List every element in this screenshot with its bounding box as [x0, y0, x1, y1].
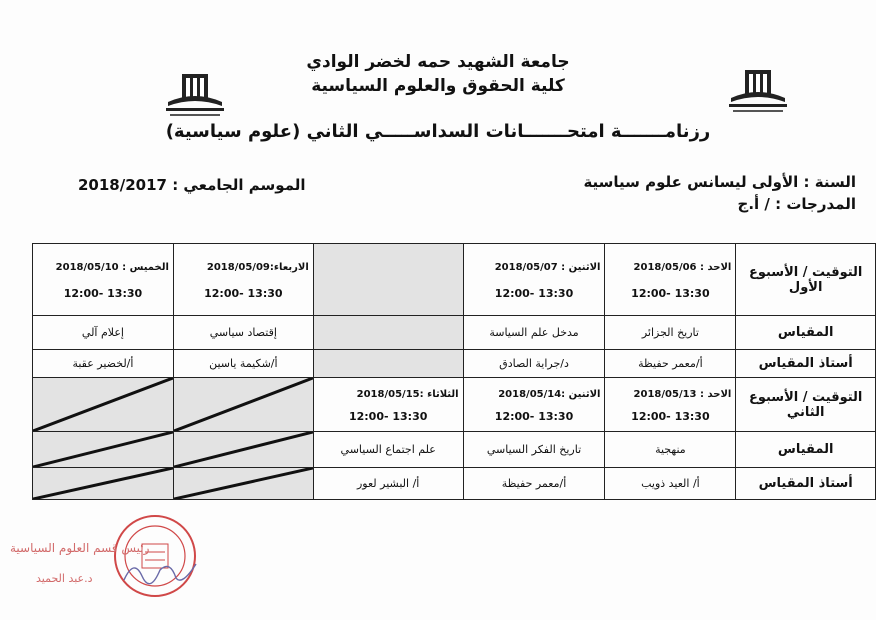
subject-cell: إعلام آلي — [33, 316, 174, 350]
exam-schedule-table — [32, 243, 876, 500]
subject-cell: تاريخ الفكر السياسي — [463, 432, 605, 468]
week2-label: التوقيت / الأسبوع الثاني — [736, 378, 876, 432]
department-head-title: رئيس قسم العلوم السياسية — [10, 541, 150, 555]
document-title: رزنامـــــــة امتحـــــــانات السداســـــي الثاني (علوم سياسية) — [165, 121, 711, 142]
professor-label: أستاذ المقياس — [736, 468, 876, 500]
department-head-name: د.عبد الحميد — [36, 572, 93, 585]
day-date: 2018/05/09 — [206, 262, 270, 273]
day-date: 2018/05/14 — [498, 389, 562, 400]
exam-time: 12:00- 13:30 — [494, 287, 574, 300]
week1-day-thursday — [33, 244, 174, 316]
professor-cell: أ/شكيمة ياسين — [173, 350, 313, 378]
crossed-out-cell — [173, 432, 313, 468]
exam-time: 12:00- 13:30 — [631, 287, 710, 300]
day-date: 2018/05/15 — [356, 389, 420, 400]
professor-cell-empty — [313, 350, 463, 378]
subject-cell: علم اجتماع السياسي — [313, 432, 463, 468]
day-name: الاحد : — [700, 389, 732, 400]
lecture-halls: المدرجات : / أ.ج — [737, 195, 856, 213]
day-date: 2018/05/07 — [494, 262, 558, 273]
subject-label: المقياس — [736, 432, 876, 468]
study-year: السنة : الأولى ليسانس علوم سياسية — [583, 173, 856, 191]
exam-time: 12:00- 13:30 — [494, 410, 574, 423]
day-date: 2018/05/06 — [633, 262, 697, 273]
crossed-out-cell — [33, 378, 174, 432]
week2-day-monday — [463, 378, 605, 432]
day-name: الاثنين : — [561, 262, 601, 273]
exam-time: 12:00- 13:30 — [204, 287, 283, 300]
subject-cell: إقتصاد سياسي — [173, 316, 313, 350]
faculty-name: كلية الحقوق والعلوم السياسية — [311, 76, 565, 96]
exam-time: 12:00- 13:30 — [348, 410, 428, 423]
week1-day-sunday — [605, 244, 736, 316]
week2-time-row — [33, 378, 876, 432]
day-name: الثلاثاء : — [419, 389, 459, 400]
professor-cell: أ/معمر حفيظة — [463, 468, 605, 500]
week1-day-wednesday — [173, 244, 313, 316]
exam-time: 12:00- 13:30 — [631, 410, 710, 423]
day-name: الاثنين : — [561, 389, 601, 400]
academic-season: الموسم الجامعي : 2018/2017 — [78, 176, 306, 194]
week2-day-sunday — [605, 378, 736, 432]
day-date: 2018/05/13 — [633, 389, 697, 400]
subject-cell: تاريخ الجزائر — [605, 316, 736, 350]
crossed-out-cell — [173, 468, 313, 500]
week2-professor-row — [33, 468, 876, 500]
week2-day-tuesday — [313, 378, 463, 432]
professor-label: أستاذ المقياس — [736, 350, 876, 378]
day-name: الاحد : — [700, 262, 732, 273]
subject-cell: منهجية — [605, 432, 736, 468]
week1-label: التوقيت / الأسبوع الأول — [736, 244, 876, 316]
professor-cell: أ/لخضير عقبة — [33, 350, 174, 378]
week1-professor-row — [33, 350, 876, 378]
professor-cell: د/جراية الصادق — [463, 350, 605, 378]
week1-day-monday — [463, 244, 605, 316]
week2-subject-row — [33, 432, 876, 468]
subject-cell-empty — [313, 316, 463, 350]
day-date: 2018/05/10 — [55, 262, 119, 273]
week1-day-empty — [313, 244, 463, 316]
professor-cell: أ/ العيد ذويب — [605, 468, 736, 500]
crossed-out-cell — [33, 468, 174, 500]
day-name: الخميس : — [122, 262, 169, 273]
subject-cell: مدخل علم السياسة — [463, 316, 605, 350]
subject-label: المقياس — [736, 316, 876, 350]
university-name: جامعة الشهيد حمه لخضر الوادي — [306, 52, 570, 72]
exam-time: 12:00- 13:30 — [63, 287, 143, 300]
day-name: الاربعاء: — [269, 262, 309, 273]
week1-subject-row — [33, 316, 876, 350]
crossed-out-cell — [33, 432, 174, 468]
professor-cell: أ/ البشير لعور — [313, 468, 463, 500]
crossed-out-cell — [173, 378, 313, 432]
signature-icon — [120, 550, 200, 590]
professor-cell: أ/معمر حفيظة — [605, 350, 736, 378]
week1-time-row — [33, 244, 876, 316]
